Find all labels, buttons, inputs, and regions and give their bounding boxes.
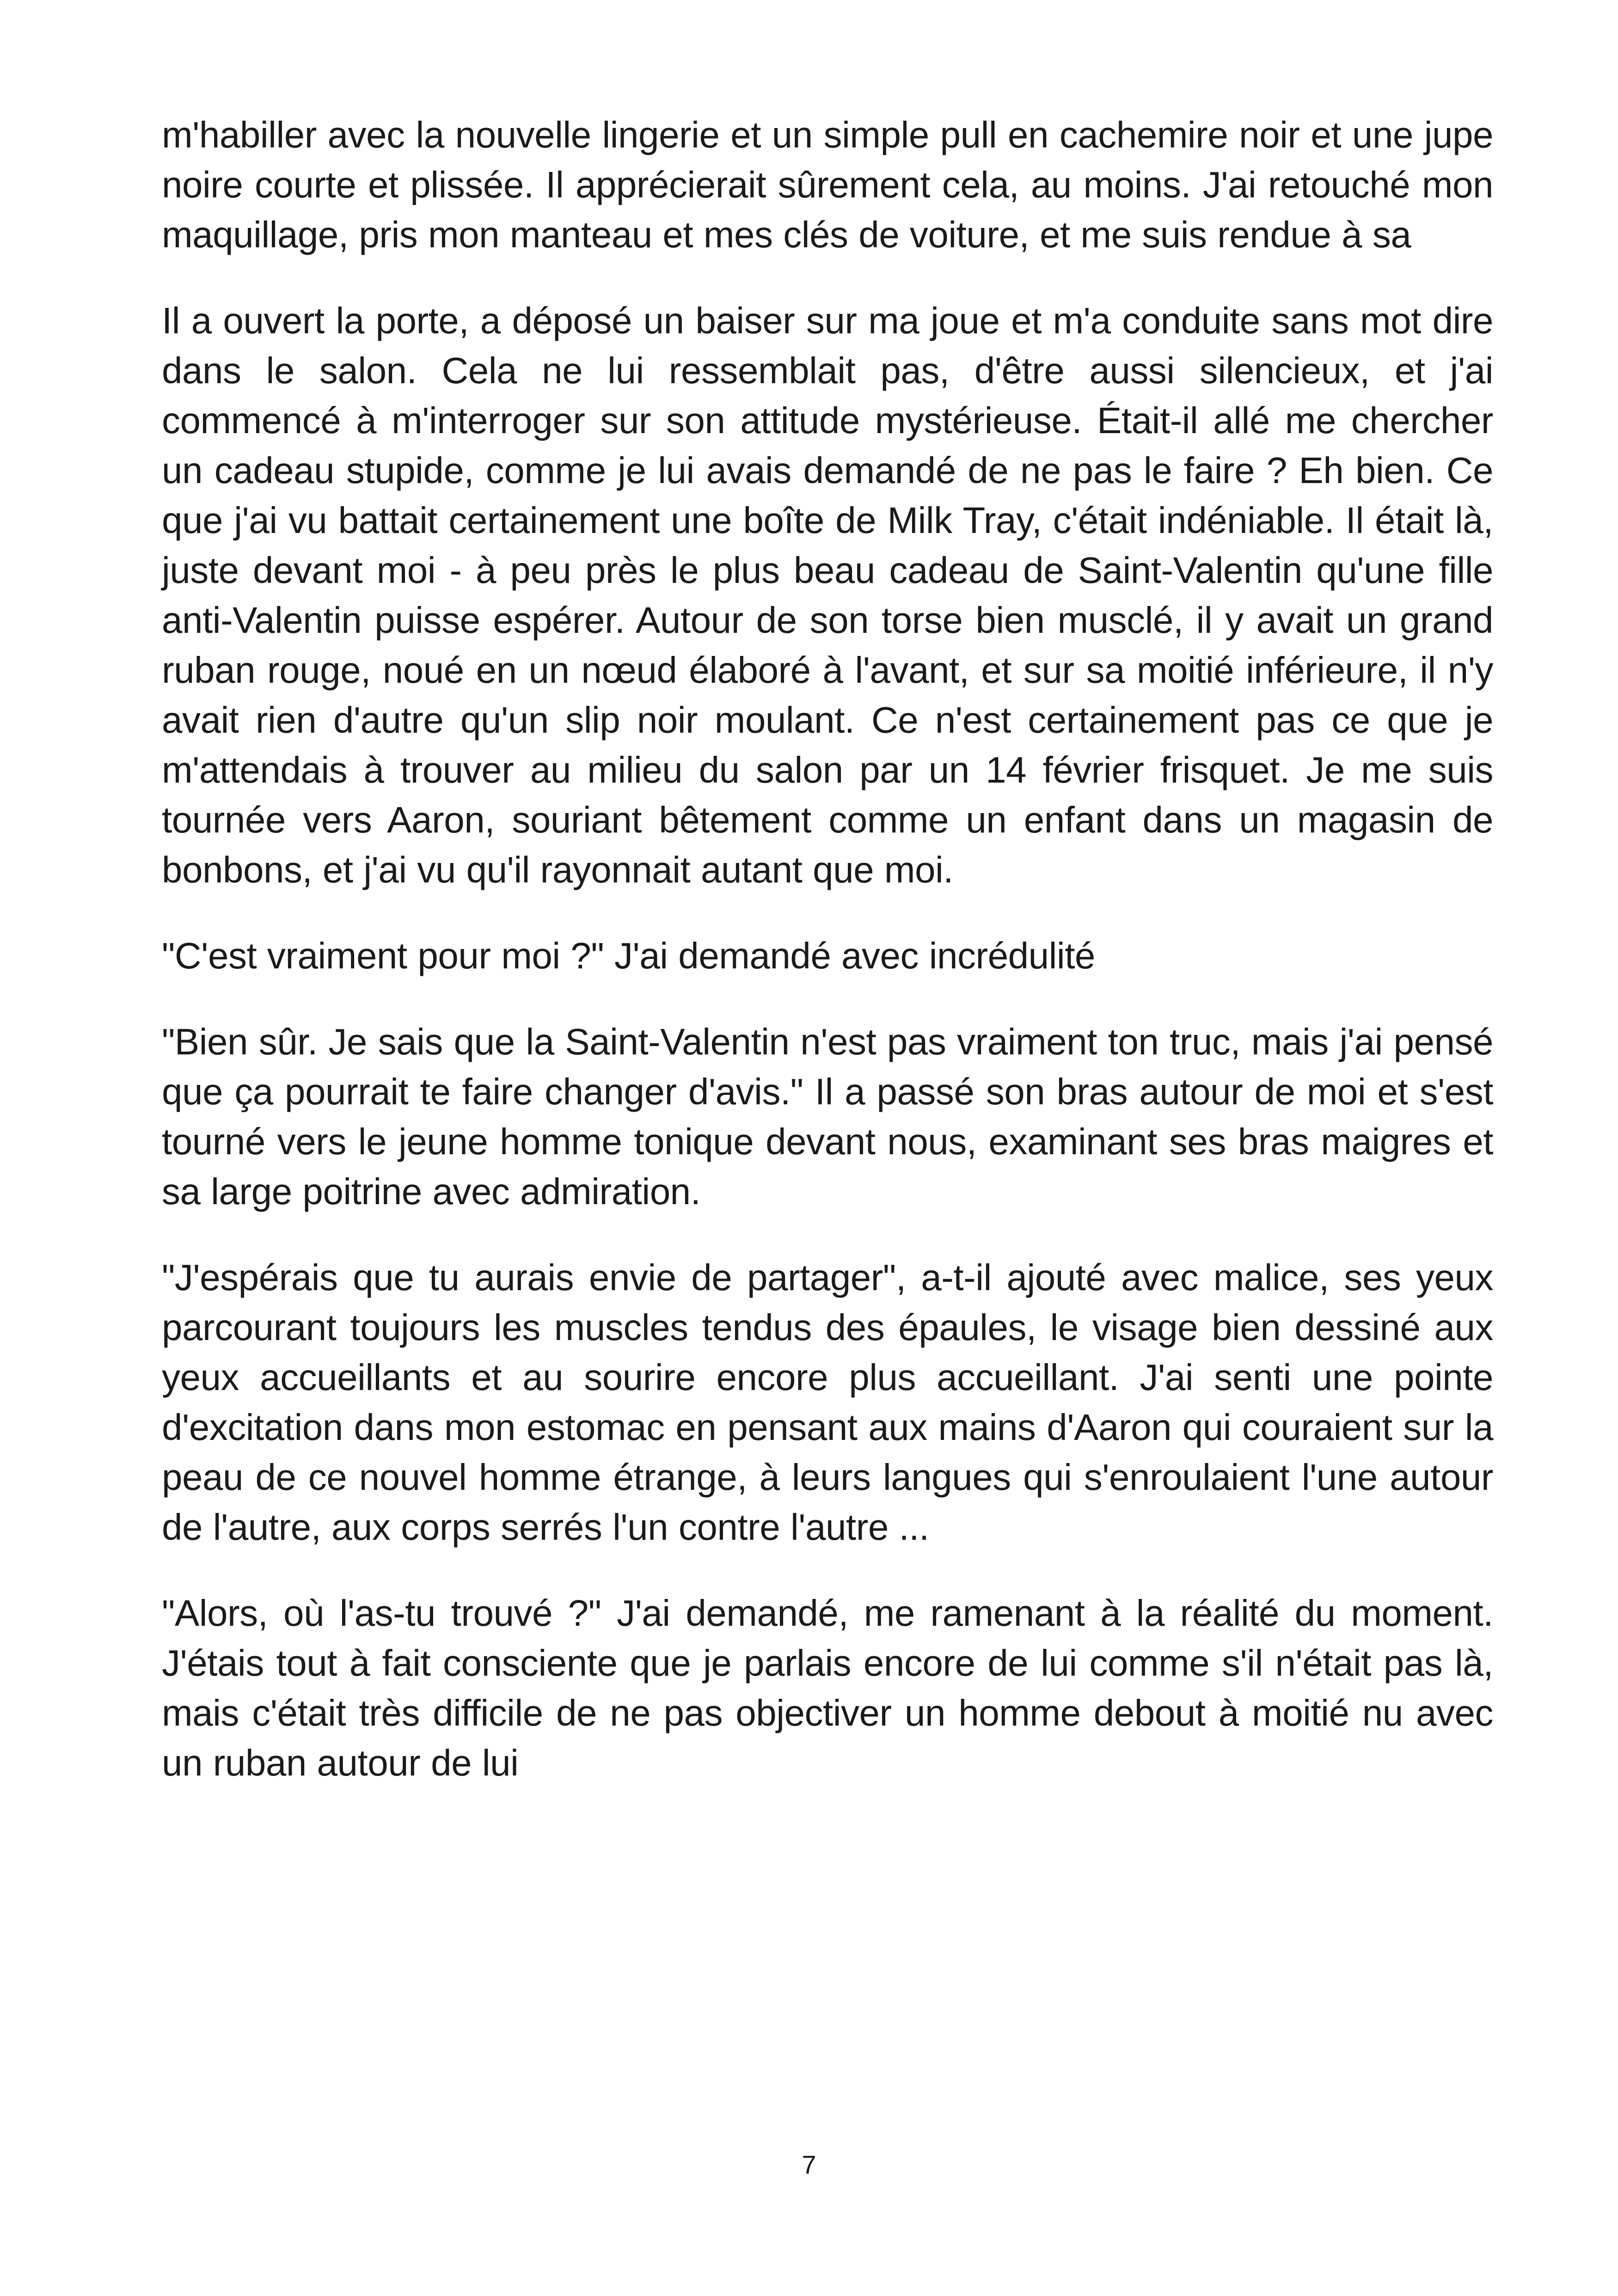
paragraph-2: Il a ouvert la porte, a déposé un baiser sur ma joue et m'a conduite sans mot dire dans le salon. Cela ne lui ressemblait pas, d'être aussi silencieux, et j'ai commencé à m'interroger sur son attitude mystérieuse. Était-il allé me chercher un cadeau stupide, comme je lui avais demandé de ne pas le faire ? Eh bien. Ce que j'ai vu battait certainement une boîte de Milk Tray, c'était indéniable. Il était là, juste devant moi - à peu près le plus beau cadeau de Saint-Valentin qu'une fille anti-Valentin puisse espérer. Autour de son torse bien musclé, il y avait un grand ruban rouge, noué en un nœud élaboré à l'avant, et sur sa moitié inférieure, il n'y avait rien d'autre qu'un slip noir moulant. Ce n'est certainement pas ce que je m'attendais à trouver au milieu du salon par un 14 février frisquet. Je me suis tournée vers Aaron, souriant bêtement comme un enfant dans un magasin de bonbons, et j'ai vu qu'il rayonnait autant que moi.: [162, 300, 1493, 890]
paragraph-3: "C'est vraiment pour moi ?" J'ai demandé avec incrédulité: [162, 935, 1095, 976]
page-number: 7: [802, 2150, 816, 2179]
body-text: [162, 110, 1493, 1824]
paragraph-6: "Alors, où l'as-tu trouvé ?" J'ai demandé, me ramenant à la réalité du moment. J'étais tout à fait consciente que je parlais encore de lui comme s'il n'était pas là, mais c'était très difficile de ne pas objectiver un homme debout à moitié nu avec un ruban autour de lui: [162, 1592, 1493, 1783]
paragraph-1: m'habiller avec la nouvelle lingerie et un simple pull en cachemire noir et une jupe noire courte et plissée. Il apprécierait sûrement cela, au moins. J'ai retouché mon maquillage, pris mon manteau et mes clés de voiture, et me suis rendue à sa: [162, 114, 1493, 255]
paragraph-4: "Bien sûr. Je sais que la Saint-Valentin n'est pas vraiment ton truc, mais j'ai pensé que ça pourrait te faire changer d'avis." Il a passé son bras autour de moi et s'est tourné vers le jeune homme tonique devant nous, examinant ses bras maigres et sa large poitrine avec admiration.: [162, 1021, 1493, 1212]
paragraph-5: "J'espérais que tu aurais envie de partager", a-t-il ajouté avec malice, ses yeux parcourant toujours les muscles tendus des épaules, le visage bien dessiné aux yeux accueillants et au sourire encore plus accueillant. J'ai senti une pointe d'excitation dans mon estomac en pensant aux mains d'Aaron qui couraient sur la peau de ce nouvel homme étrange, à leurs langues qui s'enroulaient l'une autour de l'autre, aux corps serrés l'un contre l'autre ...: [162, 1257, 1493, 1548]
